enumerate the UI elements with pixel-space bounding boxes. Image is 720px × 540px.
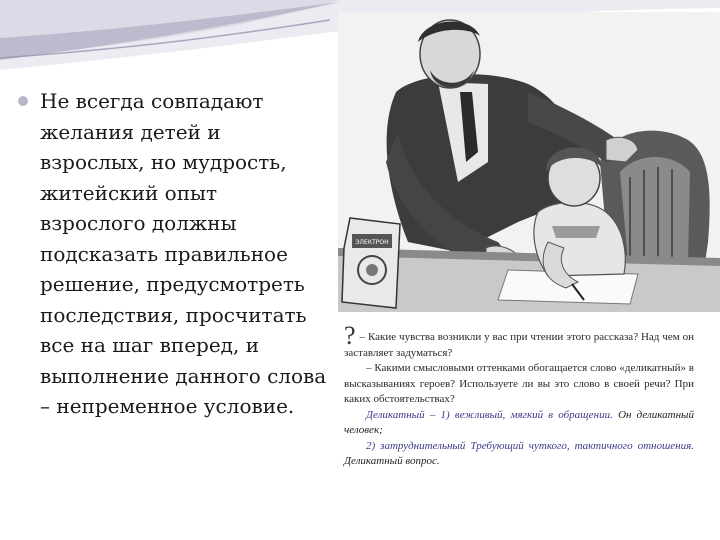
- main-paragraph-text: Не всегда совпадают желания детей и взрослых, но мудрость, житейский опыт взрослого должны подсказать правильное решение, предусмотреть последствия, просчитать все на шаг вперед, и выполнение данного слова – непременное условие.: [40, 89, 327, 418]
- question-2: – Какими смысловыми оттенками обогащается слово «деликатный» в высказываниях героев? Используете ли вы это слово в своей речи? При каких обстоятельствах?: [344, 362, 694, 405]
- definition-1-text: Деликатный – 1) вежливый, мягкий в обращении.: [366, 408, 613, 421]
- definition-1: [344, 408, 694, 439]
- main-bullet-paragraph: [18, 86, 328, 422]
- example-1-text: Он деликатный человек;: [344, 408, 694, 436]
- bullet-icon: [18, 96, 28, 106]
- definition-2-text: 2) затруднительный Требующий чуткого, тактичного отношения.: [366, 439, 694, 452]
- illustration-man-and-boy: [338, 12, 720, 312]
- definition-2: [344, 439, 694, 470]
- question-1-text: – Какие чувства возникли у вас при чтении этого рассказа? Над чем он заставляет задуматься?: [344, 331, 694, 359]
- book-label: ЭЛЕКТРОН: [355, 239, 389, 246]
- question-mark-icon: ?: [344, 321, 356, 350]
- example-2-text: Деликатный вопрос.: [344, 455, 440, 467]
- questions-block: [344, 321, 694, 470]
- question-1: [344, 321, 694, 361]
